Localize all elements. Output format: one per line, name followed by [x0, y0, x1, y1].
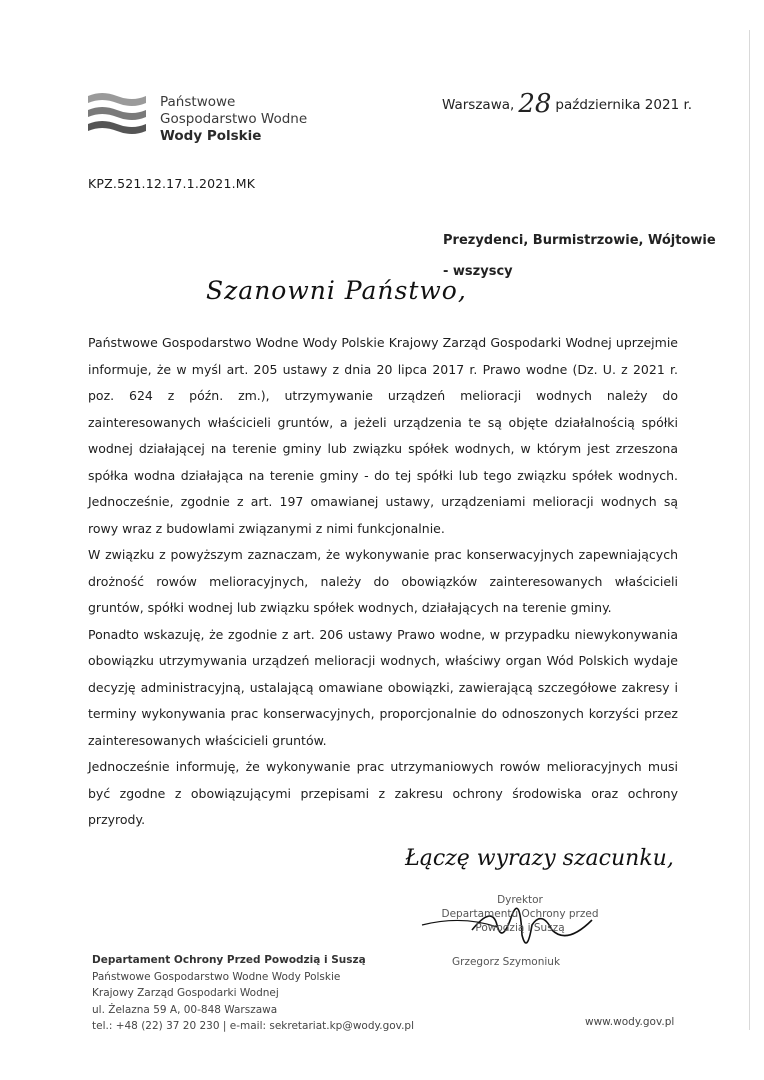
- signatory-title-2: Departamentu Ochrony przed: [441, 908, 599, 920]
- signatory-title-3: Powodzią i Suszą: [475, 922, 565, 934]
- footer-department: Departament Ochrony Przed Powodzią i Suszą: [92, 954, 366, 966]
- letter-body: [88, 330, 678, 834]
- date-prefix: Warszawa,: [442, 97, 515, 113]
- body-paragraph-2: W związku z powyższym zaznaczam, że wykonywanie prac konserwacyjnych zapewniających drożność rowów melioracyjnych, należy do obowiązków zainteresowanych właścicieli gruntów, spółki wodnej lub związku spółek wodnych, działających na terenie gminy.: [88, 547, 678, 615]
- handwritten-salutation: Szanowni Państwo,: [206, 276, 467, 305]
- footer-website-link[interactable]: www.wody.gov.pl: [585, 1016, 675, 1028]
- reference-number: KPZ.521.12.17.1.2021.MK: [88, 176, 256, 191]
- body-paragraph-4: Jednocześnie informuję, że wykonywanie prac utrzymaniowych rowów melioracyjnych musi być zgodne z obowiązującymi przepisami z zakresu ochrony środowiska oraz ochrony przyrody.: [88, 759, 678, 827]
- organization-logo: [86, 90, 346, 160]
- signatory-name: Grzegorz Szymoniuk: [452, 956, 561, 968]
- logo-line-2: Gospodarstwo Wodne: [160, 111, 308, 127]
- footer-contact: tel.: +48 (22) 37 20 230 | e-mail: sekretariat.kp@wody.gov.pl: [92, 1020, 414, 1032]
- addressee-block: [443, 225, 716, 287]
- signature-block: [420, 893, 620, 969]
- body-paragraph-1: Państwowe Gospodarstwo Wodne Wody Polskie Krajowy Zarząd Gospodarki Wodnej uprzejmie informuje, że w myśl art. 205 ustawy z dnia 20 lipca 2017 r. Prawo wodne (Dz. U. z 2021 r. poz. 624 z późn. zm.), utrzymywanie urządzeń melioracji wodnych należy do zainteresowanych właścicieli gruntów, a jeżeli urządzenia te są objęte działalnością spółki wodnej działającej na terenie gminy lub związku spółek wodnych, w którym jest zrzeszona spółka wodna działająca na terenie gminy - do tej spółki lub tego związku spółek wodnych. Jednocześnie, zgodnie z art. 197 omawianej ustawy, urządzeniami melioracji wodnych są rowy wraz z budowlami związanymi z nimi funkcjonalnie.: [88, 335, 678, 536]
- body-paragraph-3: Ponadto wskazuję, że zgodnie z art. 206 ustawy Prawo wodne, w przypadku niewykonywania obowiązku utrzymywania urządzeń melioracji wodnych, właściwy organ Wód Polskich wydaje decyzję administracyjną, ustalającą omawiane obowiązki, zawierającą szczegółowe zakresy i terminy wykonywania prac konserwacyjnych, proporcjonalnie do odnoszonych korzyści przez zainteresowanych właścicieli gruntów.: [88, 626, 678, 748]
- letter-footer: [92, 952, 414, 1035]
- date-day-handwritten: 28: [518, 89, 552, 119]
- addressee-line-2: - wszyscy: [443, 264, 513, 279]
- handwritten-closing: Łączę wyrazy szacunku,: [405, 846, 674, 871]
- footer-board: Krajowy Zarząd Gospodarki Wodnej: [92, 987, 279, 999]
- footer-address: ul. Żelazna 59 A, 00-848 Warszawa: [92, 1003, 278, 1016]
- logo-line-1: Państwowe: [160, 94, 236, 110]
- logo-line-3: Wody Polskie: [160, 128, 262, 144]
- signatory-title-1: Dyrektor: [497, 894, 543, 906]
- footer-organization: Państwowe Gospodarstwo Wodne Wody Polskie: [92, 970, 341, 983]
- date-suffix: października 2021 r.: [555, 97, 693, 113]
- scan-edge-line: [749, 30, 750, 1030]
- logo-wordmark: [160, 94, 307, 145]
- letter-date: [442, 86, 693, 119]
- wave-logo-icon: [86, 90, 148, 146]
- addressee-line-1: Prezydenci, Burmistrzowie, Wójtowie: [443, 233, 716, 248]
